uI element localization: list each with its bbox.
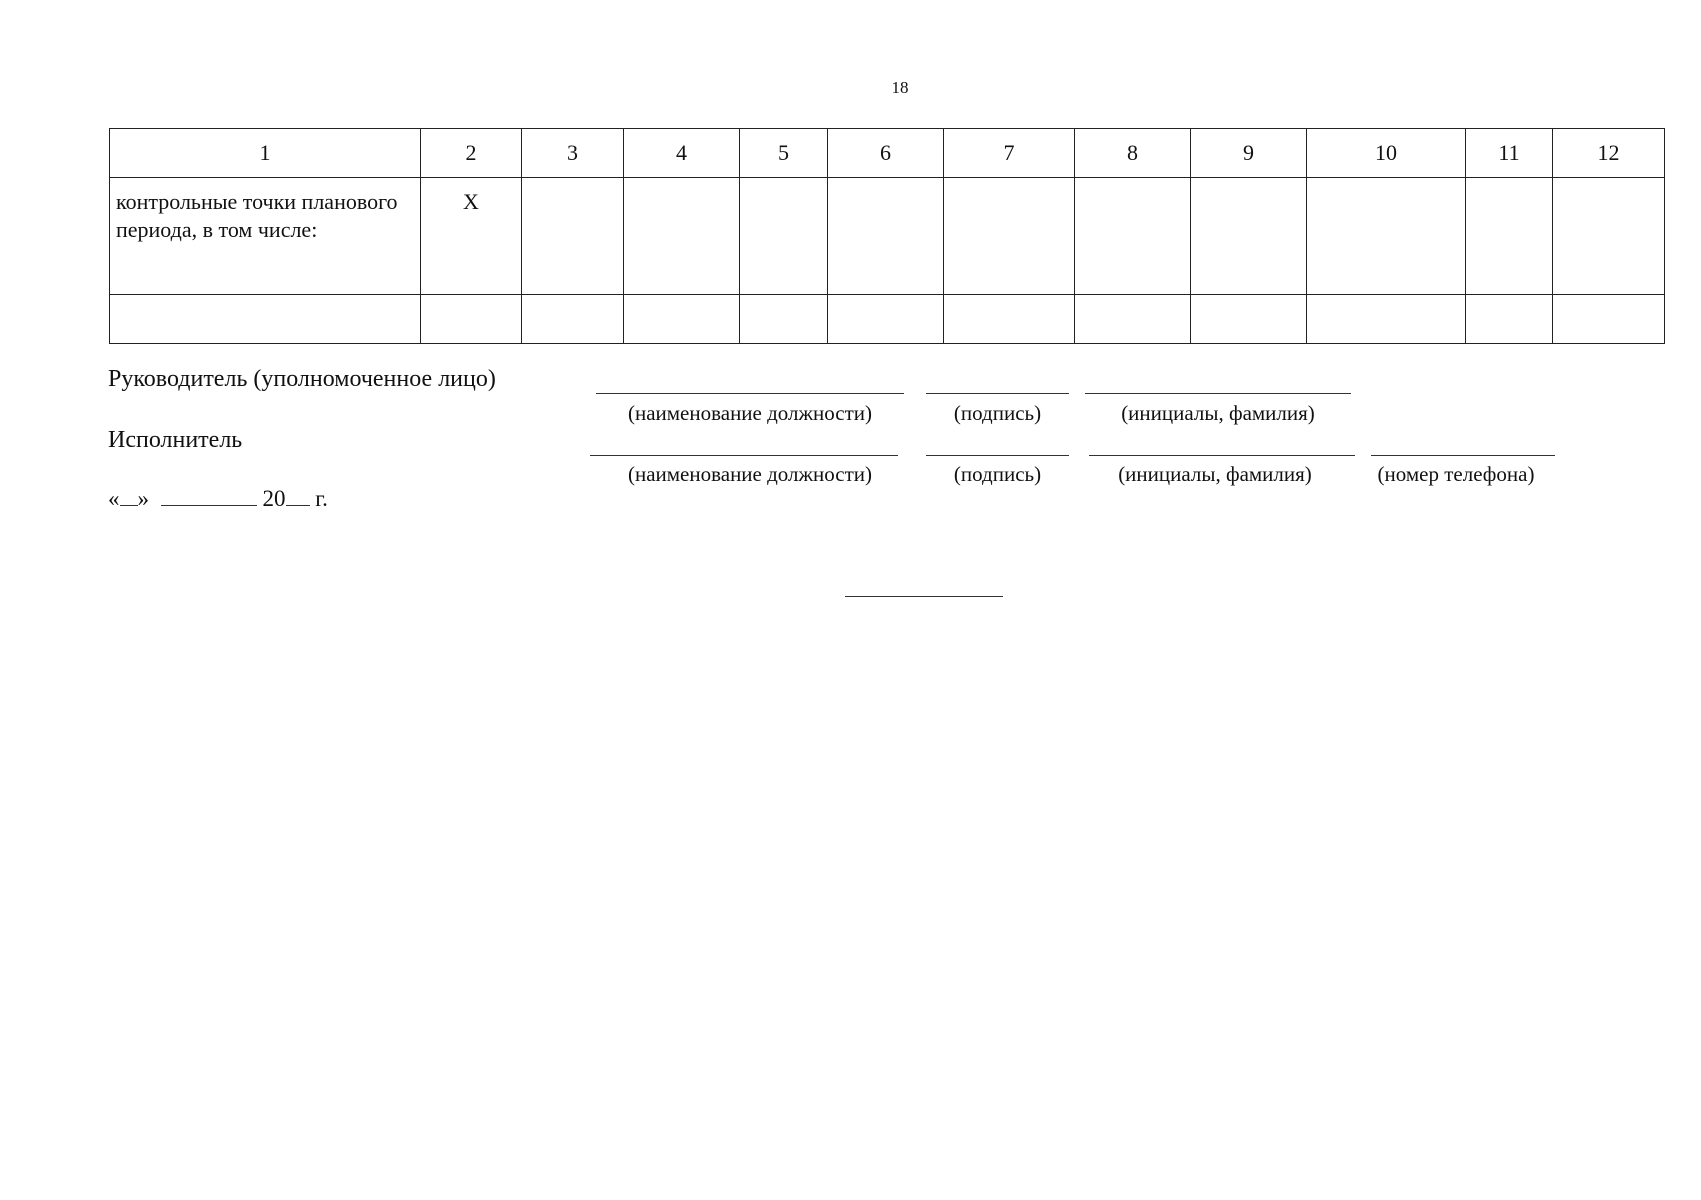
control-points-label: контрольные точки планового периода, в том числе: [110,178,421,295]
table-cell [828,178,944,295]
column-header: 2 [421,129,522,178]
table-cell [828,295,944,344]
column-header: 12 [1553,129,1665,178]
table-cell [740,178,828,295]
table-row [110,295,1665,344]
head-label: Руководитель (уполномоченное лицо) [108,366,496,392]
year-blank [286,487,310,506]
table-cell [944,295,1075,344]
head-signature-line [926,393,1069,394]
head-signature-caption: (подпись) [953,401,1042,425]
table-cell [740,295,828,344]
column-header: 5 [740,129,828,178]
executor-name-caption: (инициалы, фамилия) [1118,462,1312,486]
year-suffix: г. [315,486,328,511]
not-applicable-mark: X [421,178,522,295]
executor-phone-line [1371,455,1555,456]
table-cell [1075,178,1191,295]
table-header-row [110,129,1665,178]
executor-phone-caption: (номер телефона) [1377,462,1535,486]
table-cell [624,178,740,295]
column-header: 7 [944,129,1075,178]
executor-name-line [1089,455,1355,456]
table-cell [1466,295,1553,344]
table-cell [1553,178,1665,295]
date-close-quote: » [137,486,149,511]
head-position-line [596,393,904,394]
column-header: 11 [1466,129,1553,178]
table-cell [1553,295,1665,344]
year-prefix: 20 [262,486,286,511]
column-header: 10 [1307,129,1466,178]
head-position-caption: (наименование должности) [627,401,873,425]
executor-signature-line [926,455,1069,456]
table-cell [1191,295,1307,344]
executor-label: Исполнитель [108,427,243,453]
page-number: 18 [891,78,909,97]
date-open-quote: « [108,486,120,511]
table-cell [1191,178,1307,295]
day-blank [120,487,138,506]
column-header: 4 [624,129,740,178]
table-cell [944,178,1075,295]
month-blank [161,487,257,506]
head-name-caption: (инициалы, фамилия) [1121,401,1315,425]
column-header: 9 [1191,129,1307,178]
table-cell [1307,178,1466,295]
end-of-document-rule [845,596,1003,597]
data-table [109,128,1665,344]
executor-position-caption: (наименование должности) [627,462,873,486]
table-cell [522,178,624,295]
column-header: 1 [110,129,421,178]
executor-signature-caption: (подпись) [953,462,1042,486]
table-cell [624,295,740,344]
column-header: 6 [828,129,944,178]
head-name-line [1085,393,1351,394]
executor-position-line [590,455,898,456]
date-line [108,486,328,512]
column-header: 8 [1075,129,1191,178]
table-cell [421,295,522,344]
table-cell [1075,295,1191,344]
table-cell [522,295,624,344]
table-row [110,178,1665,295]
table-cell [110,295,421,344]
table-cell [1307,295,1466,344]
column-header: 3 [522,129,624,178]
table-cell [1466,178,1553,295]
